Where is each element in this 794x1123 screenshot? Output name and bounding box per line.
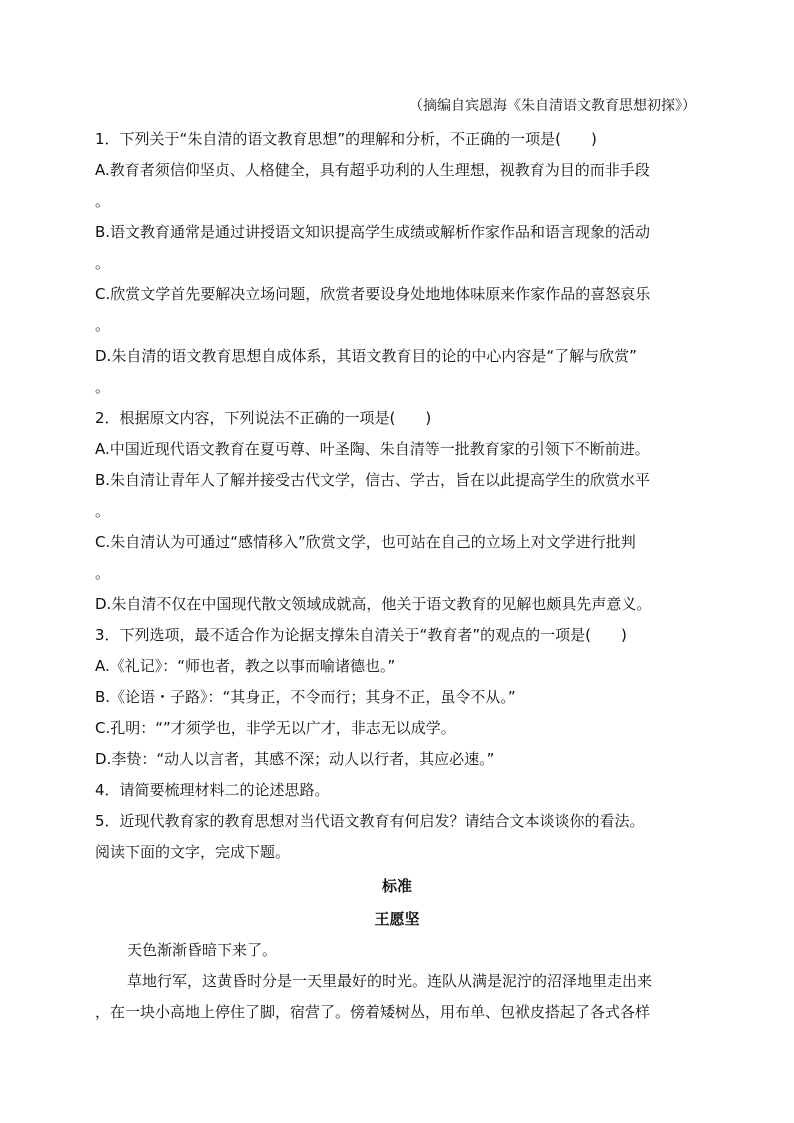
source-citation: （摘编自宾恩海《朱自清语文教育思想初探》）: [409, 98, 696, 114]
question-3-option-c: C.孔明：“”才须学也，非学无以广才，非志无以成学。: [95, 719, 456, 737]
reading-instruction: 阅读下面的文字，完成下题。: [95, 843, 291, 861]
question-1-option-d-end: 。: [95, 378, 111, 396]
story-paragraph-2-line-2: ，在一块小高地上停住了脚，宿营了。傍着矮树丛，用布单、包袱皮搭起了各式各样: [95, 1003, 651, 1021]
question-2-option-b-end: 。: [95, 502, 111, 520]
question-3-option-d: D.李贽：“动人以言者，其感不深；动人以行者，其应必速。”: [95, 750, 495, 768]
question-1-option-b-end: 。: [95, 254, 111, 272]
question-3-option-b: B.《论语・子路》：“其身正，不令而行；其身不正，虽令不从。”: [95, 688, 516, 706]
story-author: 王愿坚: [374, 910, 420, 928]
question-1-option-c-end: 。: [95, 316, 111, 334]
story-paragraph-1: 天色渐渐昏暗下来了。: [127, 941, 278, 959]
question-1-stem: 1．下列关于“朱自清的语文教育思想”的理解和分析，不正确的一项是( ): [95, 130, 597, 148]
question-3-stem: 3．下列选项，最不适合作为论据支撑朱自清关于“教育者”的观点的一项是( ): [95, 626, 627, 644]
question-2-option-d: D.朱自清不仅在中国现代散文领域成就高，他关于语文教育的见解也颇具先声意义。: [95, 595, 652, 613]
story-title: 标准: [381, 877, 412, 895]
question-2-option-c: C.朱自清认为可通过“感情移入”欣赏文学，也可站在自己的立场上对文学进行批判: [95, 533, 636, 551]
question-1-option-a-end: 。: [95, 192, 111, 210]
question-2-option-c-end: 。: [95, 564, 111, 582]
question-1-option-c: C.欣赏文学首先要解决立场问题，欣赏者要设身处地地体味原来作家作品的喜怒哀乐: [95, 285, 651, 303]
question-1-option-b: B.语文教育通常是通过讲授语文知识提高学生成绩或解析作家作品和语言现象的活动: [95, 223, 651, 241]
question-1-option-a: A.教育者须信仰坚贞、人格健全，具有超乎功利的人生理想，视教育为目的而非手段: [95, 161, 650, 179]
question-2-option-a: A.中国近现代语文教育在夏丏尊、叶圣陶、朱自清等一批教育家的引领下不断前进。: [95, 440, 650, 458]
story-paragraph-2-line-1: 草地行军，这黄昏时分是一天里最好的时光。连队从满是泥泞的沼泽地里走出来: [127, 972, 653, 990]
question-2-stem: 2．根据原文内容，下列说法不正确的一项是( ): [95, 409, 432, 427]
question-1-option-d: D.朱自清的语文教育思想自成体系，其语文教育目的论的中心内容是“了解与欣赏”: [95, 347, 637, 365]
question-5: 5．近现代教育家的教育思想对当代语文教育有何启发？请结合文本谈谈你的看法。: [95, 812, 645, 830]
question-2-option-b: B.朱自清让青年人了解并接受古代文学，信古、学古，旨在以此提高学生的欣赏水平: [95, 471, 651, 489]
question-3-option-a: A.《礼记》：“师也者，教之以事而喻诸德也。”: [95, 657, 396, 675]
question-4: 4．请简要梳理材料二的论述思路。: [95, 781, 330, 799]
